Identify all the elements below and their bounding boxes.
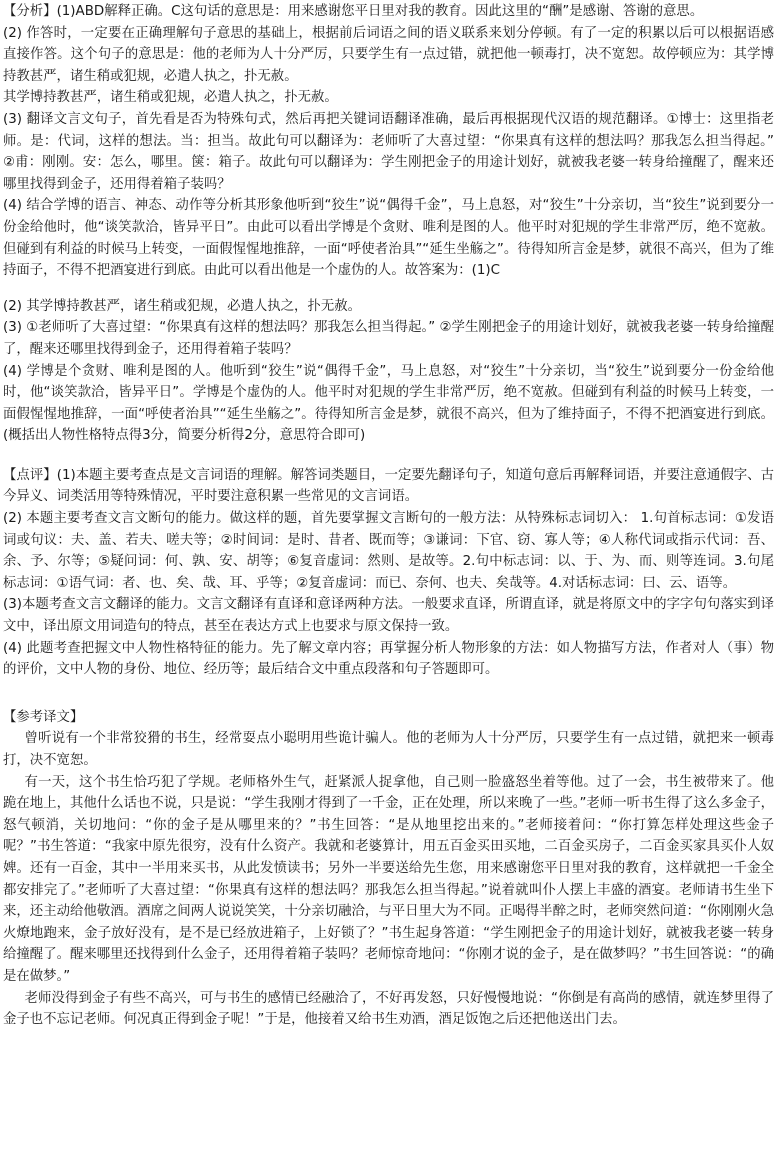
analysis-text-1: (1)ABD解释正确。C这句话的意思是：用来感谢您平日里对我的教育。因此这里的“酬”是感谢、答谢的意思。 — [56, 4, 704, 19]
analysis-section — [3, 1, 774, 282]
comment-heading: 【点评】 — [3, 467, 57, 483]
spacer — [3, 447, 774, 465]
translation-section — [3, 707, 774, 1031]
comment-paragraph-3: (3)本题考查文言文翻译的能力。文言文翻译有直译和意译两种方法。一般要求直译，所谓直译，就是将原文中的字字句句落实到译文中，译出原文用词造句的特点，甚至在表达方式上也要求与原文保持一致。 — [3, 597, 774, 635]
translation-heading: 【参考译文】 — [3, 709, 84, 725]
answer-4: (4) 学博是个贪财、唯利是图的人。他听到“狡生”说“偶得千金”，马上息怒，对“狡生”十分亲切，当“狡生”说到要分一份金给他时，他“谈笑款洽，皆异平日”。学博是个虚伪的人。他平时对犯规的学生非常严厉，绝不宽赦。但碰到有利益的时候马上转变，一面假惺惺地推辞，一面“呼使者治具”“延生坐觞之”。待得知所言金是梦，就很不高兴，但为了维持面子，不得不把酒宴进行到底。(概括出人物性格特点得3分，简要分析得2分，意思符合即可) — [3, 363, 774, 444]
comment-paragraph-2: (2) 本题主要考查文言文断句的能力。做这样的题，首先要掌握文言断句的一般方法：从特殊标志词切入： 1.句首标志词：①发语词或句议：夫、盖、若夫、嗟夫等；②时间词：是时、昔者、既而等；③谦词：下官、窃、寡人等；④人称代词或指示代词：吾、余、予、尔等；⑤疑问词：何、孰、安、胡等；⑥复音虚词：然则、是故等。2.句中标志词：以、于、为、而、则等连词。3.句尾标志词：①语气词：者、也、矣、哉、耳、乎等；②复音虚词：而已、奈何、也夫、矣哉等。4.对话标志词：曰、云、语等。 — [3, 511, 774, 591]
translation-paragraph-2: 有一天，这个书生恰巧犯了学规。老师格外生气，赶紧派人捉拿他，自己则一脸盛怒坐着等他。过了一会，书生被带来了。他跪在地上，其他什么话也不说，只是说：“学生我刚才得到了一千金，正在处理，所以来晚了一些。”老师一听书生得了这么多金子，怒气顿消，关切地问：“你的金子是从哪里来的？”书生回答：“是从地里挖出来的。”老师接着问：“你打算怎样处理这些金子呢？”书生答道：“我家中原先很穷，没有什么资产。我就和老婆算计，用五百金买田买地，二百金买房子，二百金买家具买仆人奴婢。还有一百金，其中一半用来买书，从此发愤读书；另外一半要送给先生您，用来感谢您平日里对我的教育，这样就把一千金全都安排完了。”老师听了大喜过望：“你果真有这样的想法吗？那我怎么担当得起。”说着就叫仆人摆上丰盛的酒宴。老师请书生坐下来，还主动给他敬酒。酒席之间两人说说笑笑，十分亲切融洽，与平日里大为不同。正喝得半醉之时，老师突然问道：“你刚刚火急火燎地跑来，金子放好没有，是不是已经放进箱子，上好锁了？”书生起身答道：“学生刚把金子的用途计划好，就被我老婆一转身给撞醒了。醒来哪里还找得到什么金子，还用得着箱子装吗？老师惊奇地问：“你刚才说的金子，是在做梦吗？”书生回答说：“的确是在做梦。” — [3, 774, 774, 984]
analysis-paragraph-4: (3) 翻译文言文句子，首先看是否为特殊句式，然后再把关键词语翻译准确，最后再根据现代汉语的规范翻译。①博士：这里指老师。是：代词，这样的想法。当：担当。故此句可以翻译为：老师听了大喜过望：“你果真有这样的想法吗？那我怎么担当得起。” ②甫：刚刚。安：怎么，哪里。箧：箱子。故此句可以翻译为：学生刚把金子的用途计划好，就被我老婆一转身给撞醒了，醒来还哪里找得到金子，还用得着箱子装吗？ — [3, 111, 774, 192]
analysis-paragraph-5: (4) 结合学博的语言、神态、动作等分析其形象他听到“狡生”说“偶得千金”，马上息怒，对“狡生”十分亲切，当“狡生”说到要分一份金给他时，他“谈笑款洽，皆异平日”。由此可以看出学博是个贪财、唯利是图的人。他平时对犯规的学生非常严厉，绝不宽赦。但碰到有利益的时候马上转变，一面假惺惺地推辞，一面“呼使者治具”“延生坐觞之”。待得知所言金是梦，就很不高兴，但为了维持面子，不得不把酒宴进行到底。由此可以看出他是一个虚伪的人。故答案为：(1)C — [3, 198, 774, 279]
answer-2: (2) 其学博持教甚严，诸生稍或犯规，必遣人执之，扑无赦。 — [3, 298, 361, 314]
comment-text-1: (1)本题主要考查点是文言词语的理解。解答词类题目，一定要先翻译句子，知道句意后再解释词语，并要注意通假字、古今异义、词类活用等特殊情况，平时要注意积累一些常见的文言词语。 — [3, 467, 774, 505]
analysis-paragraph-2: (2) 作答时，一定要在正确理解句子意思的基础上，根据前后词语之间的语义联系来划分停顿。有了一定的积累以后可以根据语感直接作答。这个句子的意思是：他的老师为人十分严厉，只要学生有一点过错，就把他一顿毒打，决不宽恕。故停顿应为：其学博持教甚严，诸生稍或犯规，必遣人执之，扑无赦。 — [3, 25, 774, 84]
analysis-heading: 【分析】 — [3, 4, 57, 19]
analysis-paragraph-1 — [3, 1, 774, 23]
spacer — [3, 681, 774, 707]
analysis-paragraph-3: 其学博持教甚严，诸生稍或犯规，必遣人执之，扑无赦。 — [3, 90, 338, 106]
comment-paragraph-4: (4) 此题考查把握文中人物性格特征的能力。先了解文章内容；再掌握分析人物形象的方法：如人物描写方法，作者对人（事）物的评价，文中人物的身份、地位、经历等；最后结合文中重点段落和句子答题即可。 — [3, 640, 774, 678]
answer-3: (3) ①老师听了大喜过望：“你果真有这样的想法吗？那我怎么担当得起。” ②学生刚把金子的用途计划好，就被我老婆一转身给撞醒了，醒来还哪里找得到金子，还用得着箱子装吗？ — [3, 320, 774, 357]
spacer — [3, 282, 774, 296]
comment-paragraph-1 — [3, 465, 774, 508]
answers-section — [3, 296, 774, 447]
comment-section — [3, 465, 774, 681]
translation-paragraph-1: 曾听说有一个非常狡猾的书生，经常耍点小聪明用些诡计骗人。他的老师为人十分严厉，只要学生有一点过错，就把来一顿毒打，决不宽恕。 — [3, 731, 774, 768]
translation-paragraph-3: 老师没得到金子有些不高兴，可与书生的感情已经融洽了，不好再发怒，只好慢慢地说：“你倒是有高尚的感情，就连梦里得了金子也不忘记老师。何况真正得到金子呢！”于是，他接着又给书生劝酒，酒足饭饱之后还把他送出门去。 — [3, 990, 774, 1028]
